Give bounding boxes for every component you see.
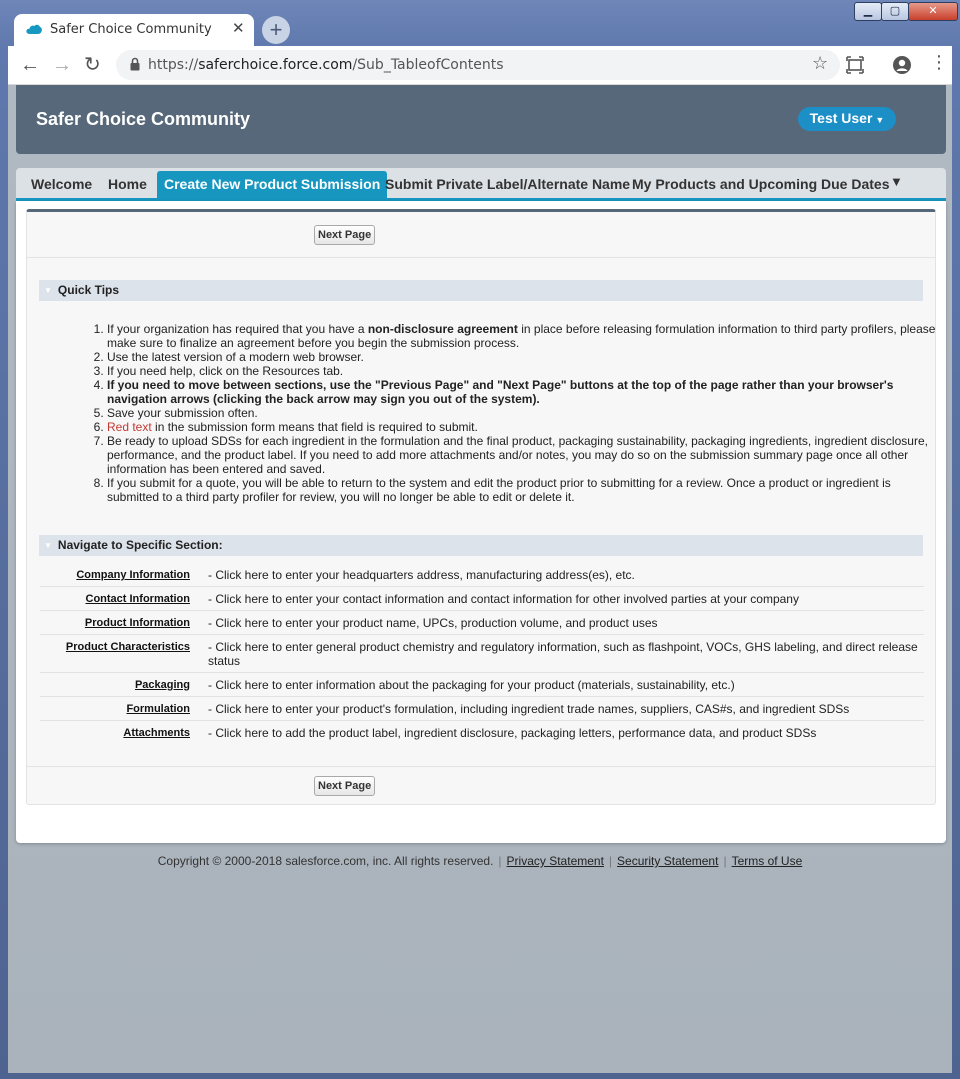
table-row — [40, 587, 924, 611]
reload-icon[interactable]: ↻ — [84, 54, 101, 76]
list-item: 8. If you submit for a quote, you will be able to return to the system and edit the product prior to submitting for a review. Once a product or ingredient is submitted to a third party profiler for review, you will no longer be able to edit or delete it. — [107, 476, 941, 504]
divider — [27, 257, 935, 258]
table-row — [40, 635, 924, 673]
row-description: - Click here to enter information about the packaging for your product (materials, sustainability, etc.) — [208, 678, 735, 692]
lock-icon — [130, 57, 140, 71]
url-text[interactable]: https://saferchoice.force.com/Sub_TableofContents — [148, 57, 504, 73]
list-item: 5. Save your submission often. — [107, 406, 941, 420]
caret-down-icon: ▼ — [875, 115, 885, 125]
row-description: - Click here to enter your contact information and contact information for other involved parties at your company — [208, 592, 799, 606]
table-row — [40, 611, 924, 635]
tab-submit-private-label[interactable]: Submit Private Label/Alternate Name — [385, 176, 631, 192]
profile-avatar-icon[interactable] — [892, 55, 912, 75]
row-description: - Click here to enter general product chemistry and regulatory information, such as flashpoint, VOCs, GHS labeling, and direct release status — [208, 640, 918, 668]
collapse-triangle-icon: ▼ — [44, 286, 52, 295]
divider: | — [608, 854, 613, 868]
content-area — [16, 201, 946, 843]
row-description: - Click here to enter your headquarters address, manufacturing address(es), etc. — [208, 568, 635, 582]
list-item: 2. Use the latest version of a modern web browser. — [107, 350, 941, 364]
list-item: 6. Red text in the submission form means that field is required to submit. — [107, 420, 941, 434]
copyright-text: Copyright © 2000-2018 salesforce.com, inc. All rights reserved. — [157, 854, 494, 868]
tab-create-new-product-submission[interactable]: Create New Product Submission — [157, 171, 387, 198]
link-packaging[interactable]: Packaging — [134, 679, 190, 691]
page-footer — [8, 854, 952, 868]
page-viewport — [8, 85, 952, 1073]
forward-arrow-icon[interactable]: → — [52, 54, 72, 76]
table-row — [40, 673, 924, 697]
address-bar[interactable] — [116, 50, 840, 80]
link-attachments[interactable]: Attachments — [123, 727, 190, 739]
maximize-icon[interactable]: ▢ — [881, 2, 909, 21]
table-row — [40, 721, 924, 744]
quick-tips-header[interactable]: ▼ Quick Tips — [39, 280, 923, 301]
site-header — [16, 85, 946, 154]
section-nav-table — [40, 563, 924, 744]
close-window-icon[interactable]: ✕ — [908, 2, 958, 21]
divider: | — [498, 854, 502, 868]
back-arrow-icon[interactable]: ← — [20, 54, 40, 76]
site-title: Safer Choice Community — [36, 109, 251, 129]
list-item: 7. Be ready to upload SDSs for each ingredient in the formulation and the final product, packaging sustainability, packaging ingredients, ingredient disclosure, performance, and the product label. If you need to add more attachments and/or notes, you may do so on the submission summary page once all other information has been entered and saved. — [107, 434, 941, 476]
browser-toolbar — [8, 46, 952, 85]
menu-kebab-icon[interactable]: ⋮ — [930, 52, 948, 72]
table-row — [40, 697, 924, 721]
table-row — [40, 563, 924, 587]
list-item: 4. If you need to move between sections, use the "Previous Page" and "Next Page" buttons at the top of the page rather than your browser's navigation arrows (clicking the back arrow may sign you out of the system). — [107, 378, 941, 406]
tab-title: Safer Choice Community — [50, 22, 212, 37]
user-menu-button[interactable]: Test User ▼ — [798, 107, 896, 131]
more-tabs-dropdown-icon[interactable]: ▼ — [890, 174, 903, 189]
row-description: - Click here to enter your product name, UPCs, production volume, and product uses — [208, 616, 658, 630]
tab-welcome[interactable]: Welcome — [31, 176, 93, 192]
bookmark-star-icon[interactable]: ☆ — [812, 53, 829, 73]
collapse-triangle-icon: ▼ — [44, 541, 52, 550]
next-page-button-top[interactable]: Next Page — [314, 225, 375, 245]
navigate-section-header[interactable]: ▼ Navigate to Specific Section: — [39, 535, 923, 556]
link-formulation[interactable]: Formulation — [126, 703, 190, 715]
tab-strip — [0, 0, 960, 46]
link-product-information[interactable]: Product Information — [84, 617, 190, 629]
tab-my-products[interactable]: My Products and Upcoming Due Dates — [632, 176, 890, 192]
terms-of-use-link[interactable]: Terms of Use — [731, 854, 803, 868]
quick-tips-list — [77, 322, 941, 504]
window-controls — [854, 0, 958, 20]
browser-tab[interactable] — [14, 14, 254, 46]
link-product-characteristics[interactable]: Product Characteristics — [65, 641, 190, 653]
divider: | — [723, 854, 727, 868]
link-company-information[interactable]: Company Information — [76, 569, 190, 581]
submission-panel — [26, 209, 936, 805]
salesforce-cloud-icon — [26, 23, 42, 35]
link-contact-information[interactable]: Contact Information — [85, 593, 190, 605]
next-page-button-bottom[interactable]: Next Page — [314, 776, 375, 796]
list-item: 3. If you need help, click on the Resources tab. — [107, 364, 941, 378]
divider — [27, 766, 935, 767]
main-nav — [16, 168, 946, 201]
privacy-statement-link[interactable]: Privacy Statement — [506, 854, 604, 868]
tab-home[interactable]: Home — [108, 176, 147, 192]
cast-screen-icon[interactable] — [846, 56, 864, 74]
list-item: 1. If your organization has required that you have a non-disclosure agreement in place before releasing formulation information to third party profilers, please make sure to finalize an agreement before you begin the submission process. — [107, 322, 941, 350]
new-tab-button[interactable]: + — [262, 16, 290, 44]
minimize-icon[interactable]: ▁ — [854, 2, 882, 21]
security-statement-link[interactable]: Security Statement — [617, 854, 719, 868]
row-description: - Click here to enter your product's formulation, including ingredient trade names, suppliers, CAS#s, and ingredient SDSs — [208, 702, 850, 716]
close-tab-icon[interactable]: ✕ — [232, 20, 245, 37]
row-description: - Click here to add the product label, ingredient disclosure, packaging letters, performance data, and product SDSs — [208, 726, 817, 740]
